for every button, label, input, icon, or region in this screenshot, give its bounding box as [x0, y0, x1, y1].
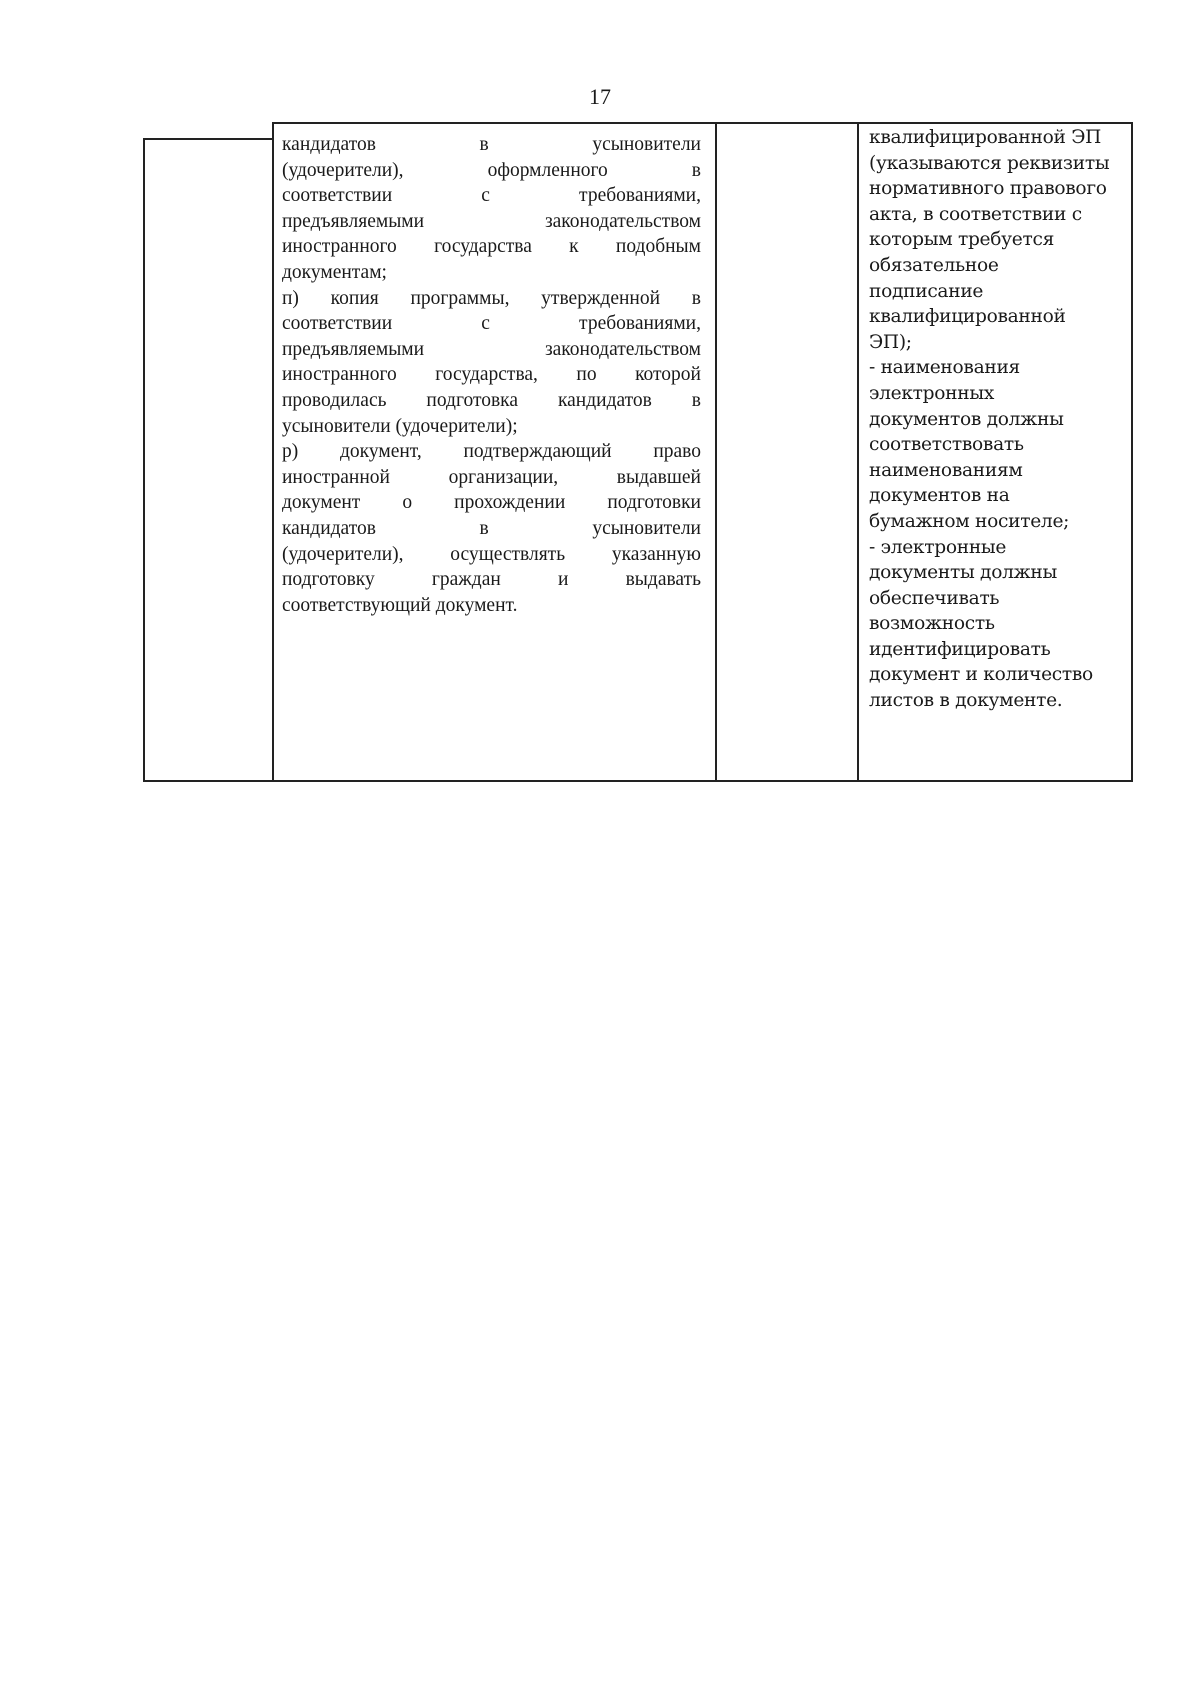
documents-list-line: соответствии с требованиями,	[282, 313, 701, 335]
requirements-line: квалифицированной	[869, 306, 1066, 328]
column-divider-1	[272, 122, 274, 781]
column-divider-3	[857, 122, 859, 781]
column-divider-2	[715, 122, 717, 781]
requirements-line: соответствовать	[869, 434, 1024, 456]
documents-list-line: соответствующий документ.	[282, 594, 518, 616]
requirements-line: (указываются реквизиты	[869, 152, 1110, 174]
requirements-line: бумажном носителе;	[869, 510, 1070, 532]
documents-list-line: р) документ, подтверждающий право	[282, 441, 701, 463]
document-table	[143, 122, 1133, 782]
documents-list-line: документ о прохождении подготовки	[282, 492, 701, 514]
documents-list-line: кандидатов в усыновители	[282, 517, 701, 539]
documents-list-line: подготовку граждан и выдавать	[282, 569, 701, 591]
page-number: 17	[589, 84, 611, 109]
documents-list-line: (удочерители), осуществлять указанную	[282, 543, 701, 565]
table-top-border-right	[273, 122, 1133, 124]
documents-list-line: иностранного государства к подобным	[282, 236, 701, 258]
documents-list-line: предъявляемыми законодательством	[282, 338, 701, 360]
documents-list-line: усыновители (удочерители);	[282, 415, 518, 437]
requirements-line: квалифицированной ЭП	[869, 127, 1102, 148]
requirements-line: - наименования	[869, 357, 1020, 379]
documents-list-line: иностранного государства, по которой	[282, 364, 701, 386]
table-cell-requirements	[869, 125, 1131, 714]
documents-list-line: соответствии с требованиями,	[282, 185, 701, 207]
table-bottom-border	[143, 780, 1133, 782]
requirements-line: документов должны	[869, 408, 1064, 430]
requirements-line: наименованиям	[869, 459, 1023, 481]
documents-list-line: иностранной организации, выдавшей	[282, 466, 701, 488]
documents-list-line: документам;	[282, 261, 387, 283]
requirements-line: документ и количество	[869, 664, 1093, 686]
documents-list-line: предъявляемыми законодательством	[282, 210, 701, 232]
requirements-line: листов в документе.	[869, 690, 1063, 712]
requirements-line: возможность	[869, 613, 995, 635]
requirements-line: ЭП);	[869, 331, 912, 353]
requirements-line: подписание	[869, 280, 984, 302]
table-cell-documents-list	[282, 132, 701, 618]
requirements-line: документов на	[869, 485, 1010, 507]
requirements-line: обеспечивать	[869, 587, 1000, 609]
table-top-border-left	[143, 138, 273, 140]
table-right-border	[1131, 122, 1133, 781]
requirements-line: - электронные	[869, 536, 1007, 558]
documents-list-line: проводилась подготовка кандидатов в	[282, 389, 701, 411]
documents-list-line: п) копия программы, утвержденной в	[282, 287, 701, 309]
documents-list-line: (удочерители), оформленного в	[282, 159, 701, 181]
requirements-line: акта, в соответствии с	[869, 203, 1082, 225]
requirements-line: нормативного правового	[869, 178, 1107, 200]
requirements-line: электронных	[869, 382, 995, 404]
documents-list-line: кандидатов в усыновители	[282, 134, 701, 155]
requirements-line: документы должны	[869, 562, 1058, 584]
table-left-border	[143, 138, 145, 781]
requirements-line: которым требуется	[869, 229, 1055, 251]
requirements-line: обязательное	[869, 254, 999, 276]
requirements-line: идентифицировать	[869, 638, 1051, 660]
